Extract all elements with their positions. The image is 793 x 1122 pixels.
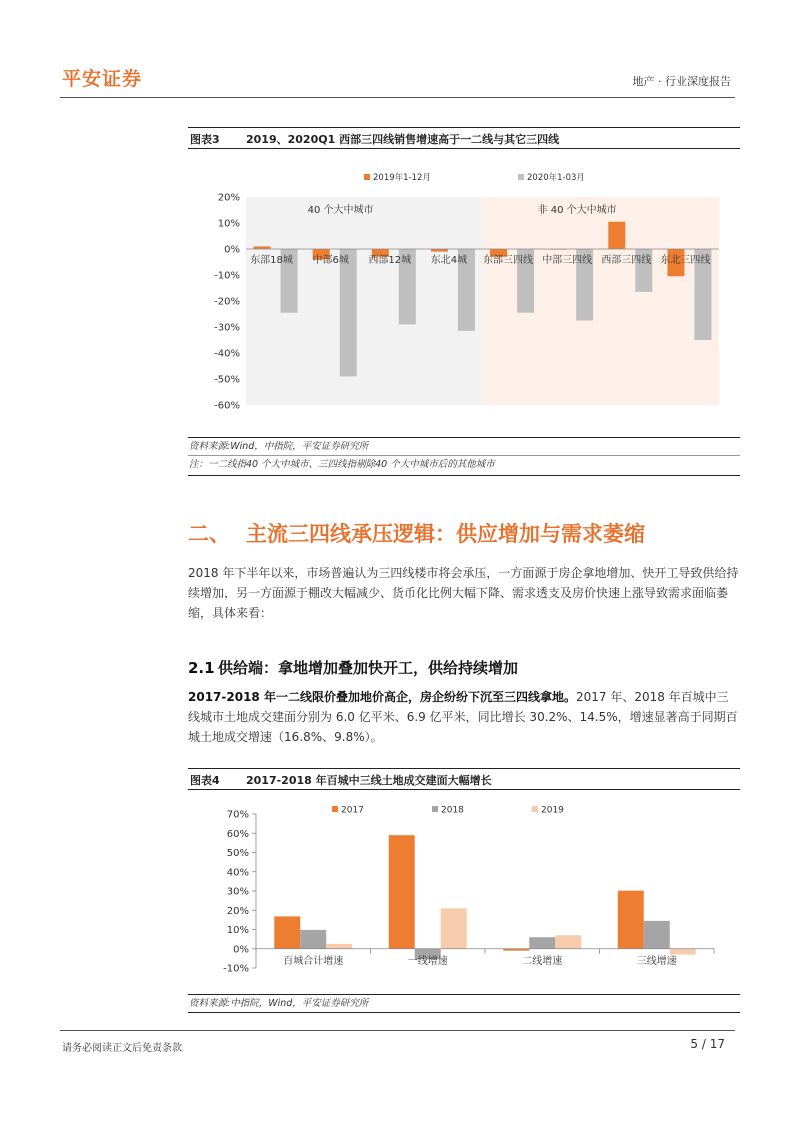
section-2-title [188, 518, 645, 548]
category-label: 一线增速 [407, 955, 448, 967]
category-label: 东部18城 [250, 255, 293, 266]
y-tick-label: 70% [226, 809, 249, 821]
legend-label: 2017 [341, 805, 364, 816]
y-tick-label: 20% [226, 905, 249, 917]
section-2-1-heading: 供给端：拿地增加叠加快开工，供给持续增加 [218, 659, 519, 677]
legend-label: 2018 [441, 805, 464, 816]
category-label: 百城合计增速 [283, 955, 344, 967]
bar [441, 908, 467, 948]
category-label: 东北4城 [430, 255, 468, 266]
paragraph-bold-lead: 2017-2018 年一二线限价叠加地价高企，房企纷纷下沉至三四线拿地。 [188, 690, 576, 704]
y-tick-label: 10% [217, 218, 240, 230]
y-tick-label: 40% [226, 867, 249, 879]
page-header [60, 64, 735, 98]
fig3-source-text: 资料来源:Wind，中指院，平安证券研究所 [189, 441, 369, 452]
paragraph-body: 2017 年、2018 年百城中三线城市土地成交建面分别为 6.0 亿平米、6.9 亿平米，同比增长 30.2%、14.5%，增速显著高于同期百城土地成交增速（16.8%、9.8%）。 [188, 690, 738, 744]
section-2-heading: 主流三四线承压逻辑：供应增加与需求萎缩 [246, 522, 645, 546]
bar [300, 930, 326, 949]
y-tick-label: -50% [214, 374, 240, 386]
y-tick-label: -20% [214, 296, 240, 308]
category-label: 东部三四线 [483, 255, 534, 266]
fig4-label: 图表4 [190, 774, 220, 787]
y-tick-label: 60% [226, 828, 249, 840]
legend-swatch [432, 806, 438, 812]
fig4-title-bar [188, 768, 740, 790]
bar [608, 222, 625, 249]
bar [326, 944, 352, 949]
section-2-1-title [188, 657, 518, 678]
legend-swatch [518, 174, 524, 180]
legend-swatch [364, 174, 370, 180]
bar [389, 835, 415, 949]
fig3-source [188, 437, 740, 472]
legend-label: 2020年1-03月 [527, 173, 585, 183]
section-2-1-number: 2.1 [188, 659, 215, 677]
bar [555, 935, 581, 948]
fig3-label: 图表3 [190, 133, 220, 146]
y-tick-label: 30% [226, 886, 249, 898]
brand-logo: 平安证券 [62, 68, 143, 90]
y-tick-label: 20% [217, 192, 240, 204]
fig3-bottom-rule [188, 475, 740, 476]
fig3-note-text: 注：一二线指40 个大中城市、三四线指剔除40 个大中城市后的其他城市 [188, 455, 740, 472]
group-label: 40 个大中城市 [307, 205, 374, 216]
disclaimer-text: 请务必阅读正文后免责条款 [62, 1043, 182, 1054]
bar [644, 921, 670, 949]
fig3-chart [188, 165, 740, 435]
bar [670, 949, 696, 955]
page-footer [60, 1030, 735, 1054]
bar [340, 249, 357, 376]
bar [529, 937, 555, 949]
fig3-title-bar [188, 127, 740, 149]
fig4-source [188, 994, 740, 1013]
y-tick-label: -10% [214, 270, 240, 282]
page-number: 5 / 17 [690, 1037, 725, 1051]
y-tick-label: 50% [226, 848, 249, 859]
legend-swatch [332, 806, 338, 812]
fig4-title: 2017-2018 年百城中三线土地成交建面大幅增长 [246, 774, 492, 787]
legend-label: 2019 [541, 805, 564, 816]
bar [274, 916, 300, 948]
y-tick-label: -60% [214, 400, 240, 412]
y-tick-label: 10% [226, 925, 249, 936]
bar [618, 891, 644, 949]
category-label: 西部12城 [368, 255, 412, 266]
group-label: 非 40 个大中城市 [537, 205, 617, 216]
section-2-paragraph: 2018 年下半年以来，市场普遍认为三四线楼市将会承压，一方面源于房企拿地增加、快开工导致供给持续增加，另一方面源于棚改大幅减少、货币化比例大幅下降、需求透支及房价快速上涨导致需求面临萎缩，具体来看： [188, 566, 739, 620]
category-label: 东北三四线 [660, 255, 711, 266]
report-type: 地产 · 行业深度报告 [632, 75, 731, 88]
category-label: 西部三四线 [601, 255, 652, 266]
fig3-title: 2019、2020Q1 西部三四线销售增速高于一二线与其它三四线 [246, 133, 560, 146]
y-tick-label: -40% [214, 348, 240, 360]
fig4-source-text: 资料来源:中指院，Wind，平安证券研究所 [189, 998, 369, 1009]
y-tick-label: -10% [223, 963, 249, 975]
y-tick-label: 0% [224, 244, 240, 256]
y-tick-label: -30% [214, 322, 240, 334]
section-2-1-paragraph [188, 687, 740, 747]
legend-label: 2019年1-12月 [373, 173, 431, 183]
category-label: 中部6城 [312, 255, 349, 266]
section-2-number: 二、 [188, 522, 230, 546]
category-label: 二线增速 [522, 955, 563, 967]
y-tick-label: 0% [233, 944, 249, 956]
category-label: 中部三四线 [542, 255, 593, 266]
category-label: 三线增速 [636, 955, 677, 967]
legend-swatch [532, 806, 538, 812]
fig4-chart [188, 798, 740, 993]
